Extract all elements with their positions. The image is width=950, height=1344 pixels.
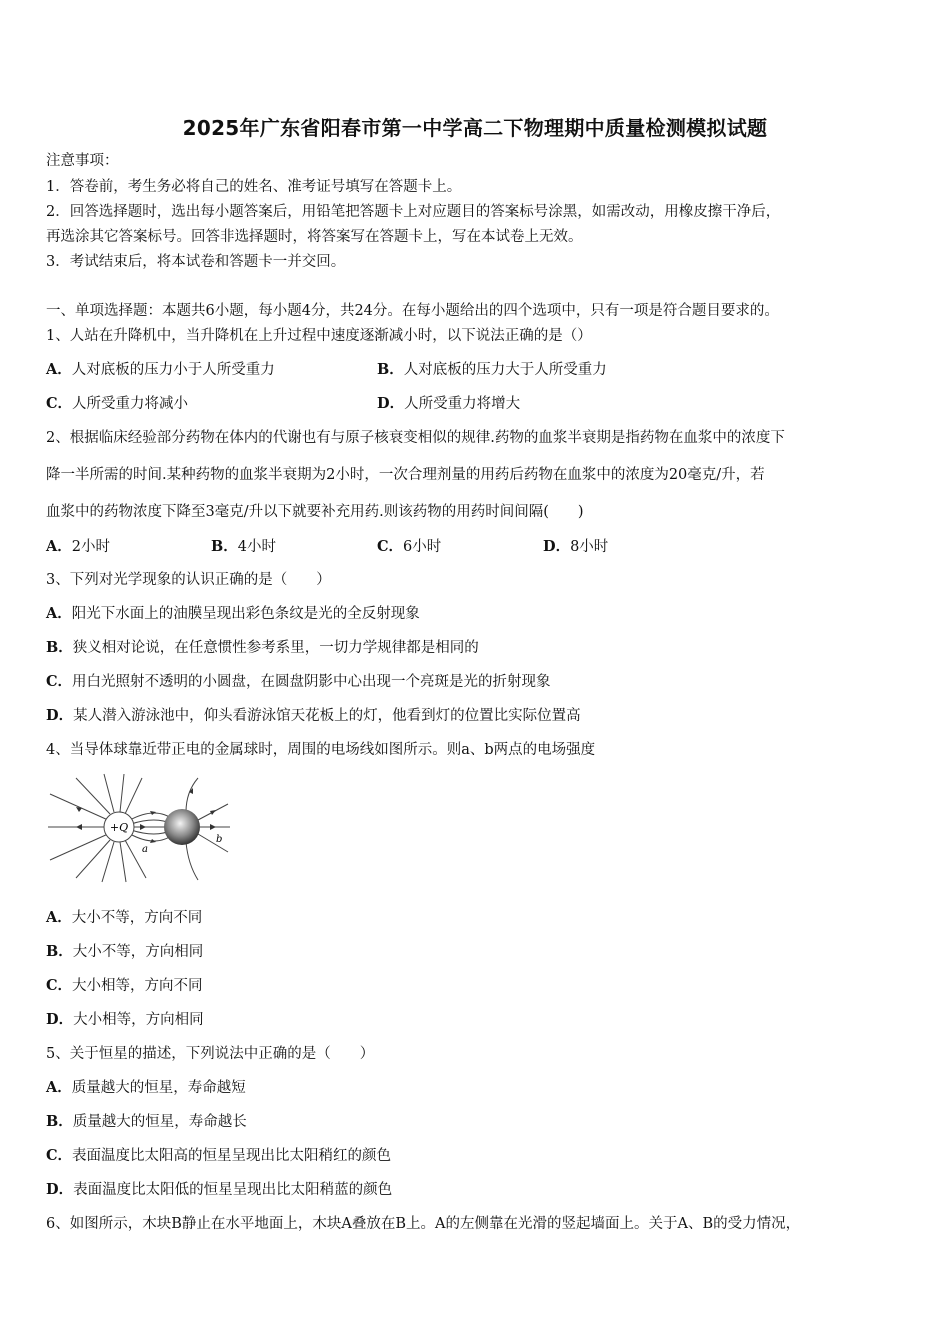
option-c[interactable]: C．人所受重力将减小 [46, 395, 189, 412]
page-title: 2025年广东省阳春市第一中学高二下物理期中质量检测模拟试题 [182, 116, 768, 140]
option-a[interactable]: A．质量越大的恒星，寿命越短 [46, 1079, 246, 1096]
notice-item: 1．答卷前，考生务必将自己的姓名、准考证号填写在答题卡上。 [46, 179, 462, 195]
question-stem-2: 血浆中的药物浓度下降至3毫克/升以下就要补充用药.则该药物的用药时间间隔( ) [46, 504, 584, 520]
option-a[interactable]: A．人对底板的压力小于人所受重力 [46, 361, 275, 378]
notice-heading: 注意事项： [46, 153, 119, 169]
option-d[interactable]: D．人所受重力将增大 [377, 395, 521, 412]
question-stem-6: 6、如图所示，木块B静止在水平地面上，木块A叠放在B上。A的左侧靠在光滑的竖起墙面上。关于A、B的受力情况， [46, 1216, 801, 1232]
question-stem-1: 1、人站在升降机中，当升降机在上升过程中速度逐渐减小时，以下说法正确的是（） [46, 328, 592, 344]
option-b[interactable]: B．质量越大的恒星，寿命越长 [46, 1113, 247, 1130]
charge-label: +Q [109, 821, 129, 834]
question-stem-5: 5、关于恒星的描述，下列说法中正确的是（ ） [46, 1046, 375, 1062]
option-d[interactable]: D．表面温度比太阳低的恒星呈现出比太阳稍蓝的颜色 [46, 1181, 393, 1198]
option-b[interactable]: B．人对底板的压力大于人所受重力 [377, 361, 607, 378]
notice-item: 3．考试结束后，将本试卷和答题卡一并交回。 [46, 254, 346, 270]
option-c[interactable]: C．用白光照射不透明的小圆盘，在圆盘阴影中心出现一个亮斑是光的折射现象 [46, 673, 551, 690]
conductor-sphere [164, 809, 200, 845]
option-b[interactable]: B．大小不等，方向相同 [46, 943, 204, 960]
question-stem-2: 降一半所需的时间.某种药物的血浆半衰期为2小时，一次合理剂量的用药后药物在血浆中的浓度为20毫克/升，若 [46, 467, 765, 483]
electric-field-figure [46, 772, 232, 884]
option-c[interactable]: C．大小相等，方向不同 [46, 977, 203, 994]
field-lines-diagram [46, 772, 232, 884]
option-c[interactable]: C．6小时 [377, 538, 442, 555]
section-heading: 一、单项选择题：本题共6小题，每小题4分，共24分。在每小题给出的四个选项中，只有一项是符合题目要求的。 [46, 303, 779, 319]
question-stem-3: 3、下列对光学现象的认识正确的是（ ） [46, 572, 331, 588]
option-a[interactable]: A．2小时 [46, 538, 110, 555]
notice-item: 再选涂其它答案标号。回答非选择题时，将答案写在答题卡上，写在本试卷上无效。 [46, 229, 583, 245]
question-stem-2: 2、根据临床经验部分药物在体内的代谢也有与原子核衰变相似的规律.药物的血浆半衰期是指药物在血浆中的浓度下 [46, 430, 785, 446]
option-a[interactable]: A．大小不等，方向不同 [46, 909, 203, 926]
option-b[interactable]: B．狭义相对论说，在任意惯性参考系里，一切力学规律都是相同的 [46, 639, 479, 656]
option-c[interactable]: C．表面温度比太阳高的恒星呈现出比太阳稍红的颜色 [46, 1147, 392, 1164]
point-a-label: a [142, 844, 148, 855]
option-b[interactable]: B．4小时 [211, 538, 276, 555]
option-a[interactable]: A．阳光下水面上的油膜呈现出彩色条纹是光的全反射现象 [46, 605, 420, 622]
question-stem-4: 4、当导体球靠近带正电的金属球时，周围的电场线如图所示。则a、b两点的电场强度 [46, 742, 596, 758]
notice-item: 2．回答选择题时，选出每小题答案后，用铅笔把答题卡上对应题目的答案标号涂黑，如需改动，用橡皮擦干净后， [46, 204, 781, 220]
option-d[interactable]: D．8小时 [543, 538, 609, 555]
option-d[interactable]: D．某人潜入游泳池中，仰头看游泳馆天花板上的灯，他看到灯的位置比实际位置高 [46, 707, 581, 724]
option-d[interactable]: D．大小相等，方向相同 [46, 1011, 204, 1028]
point-b-label: b [216, 834, 223, 845]
